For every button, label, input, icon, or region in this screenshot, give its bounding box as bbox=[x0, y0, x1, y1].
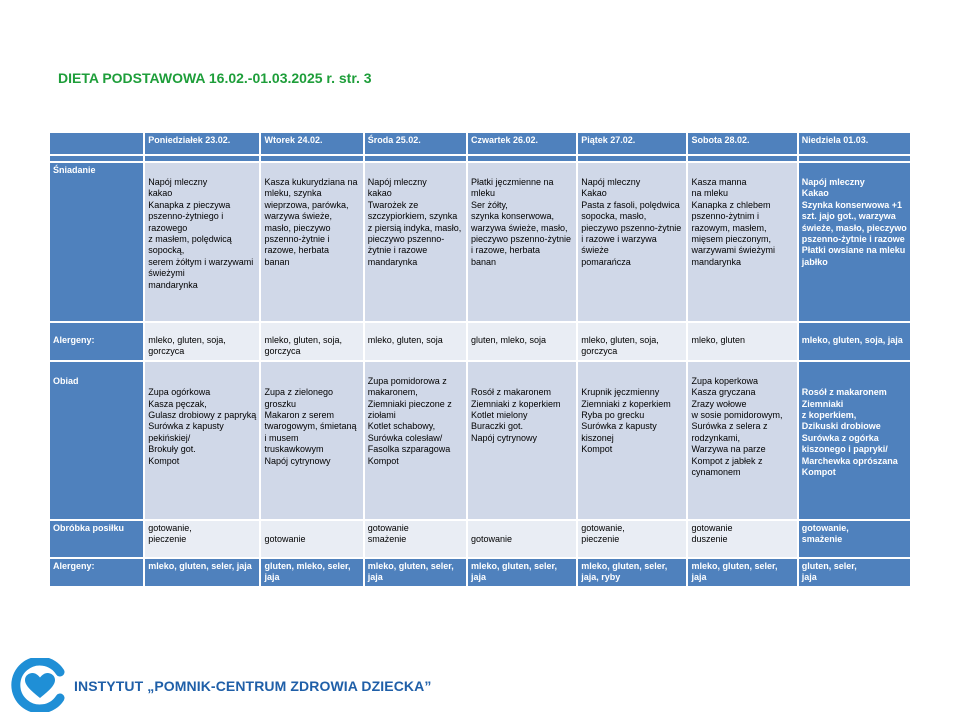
allergen-cell: mleko, gluten, seler, jaja bbox=[468, 559, 576, 586]
preparation-row bbox=[50, 521, 910, 557]
allergens-row bbox=[50, 323, 910, 360]
allergen-cell: mleko, gluten, soja, gorczyca bbox=[261, 323, 362, 360]
day-header: Wtorek 24.02. bbox=[261, 133, 362, 154]
allergens-row-2 bbox=[50, 559, 910, 586]
meal-cell: Napój mleczny kakao Kanapka z pieczywa pszenno-żytniego i razowego z masłem, polędwicą sopocką, serem żółtym i warzywami świeżymi mandarynka bbox=[145, 163, 259, 321]
separator-row bbox=[50, 156, 910, 161]
preparation-cell: gotowanie smażenie bbox=[365, 521, 466, 557]
allergen-cell: gluten, seler, jaja bbox=[799, 559, 910, 586]
meal-cell: Napój mleczny Kakao Szynka konserwowa +1 szt. jajo got., warzywa świeże, masło, pieczywo pszenno-żytnie i razowe Płatki owsiane na mleku jabłko bbox=[799, 163, 910, 321]
preparation-cell: gotowanie, pieczenie bbox=[578, 521, 686, 557]
meal-cell: Zupa pomidorowa z makaronem, Ziemniaki pieczone z ziołami Kotlet schabowy, Surówka colesław/ Fasolka szparagowa Kompot bbox=[365, 362, 466, 519]
allergen-cell: mleko, gluten, seler, jaja bbox=[365, 559, 466, 586]
meal-cell: Napój mleczny kakao Twarożek ze szczypiorkiem, szynka z piersią indyka, masło, pieczywo pszenno-żytnie i razowe mandarynka bbox=[365, 163, 466, 321]
day-header: Środa 25.02. bbox=[365, 133, 466, 154]
meal-cell: Rosół z makaronem Ziemniaki z koperkiem Kotlet mielony Buraczki got. Napój cytrynowy bbox=[468, 362, 576, 519]
meal-cell: Zupa koperkowa Kasza gryczana Zrazy wołowe w sosie pomidorowym, Surówka z selera z rodzynkami, Warzywa na parze Kompot z jabłek z cynamonem bbox=[688, 362, 796, 519]
allergen-cell: mleko, gluten, soja, gorczyca bbox=[578, 323, 686, 360]
meal-cell: Płatki jęczmienne na mleku Ser żółty, szynka konserwowa, warzywa świeże, masło, pieczywo pszenno-żytnie i razowe, herbata banan bbox=[468, 163, 576, 321]
allergen-cell: mleko, gluten, soja bbox=[365, 323, 466, 360]
breakfast-row bbox=[50, 163, 910, 321]
meal-cell: Zupa ogórkowa Kasza pęczak, Gulasz drobiowy z papryką Surówka z kapusty pekińskiej/ Brokuły got. Kompot bbox=[145, 362, 259, 519]
day-header: Poniedziałek 23.02. bbox=[145, 133, 259, 154]
allergen-cell: mleko, gluten, seler, jaja, ryby bbox=[578, 559, 686, 586]
footer bbox=[10, 658, 430, 712]
meal-cell: Krupnik jęczmienny Ziemniaki z koperkiem Ryba po grecku Surówka z kapusty kiszonej Kompot bbox=[578, 362, 686, 519]
diet-table bbox=[48, 131, 912, 588]
page-title: DIETA PODSTAWOWA 16.02.-01.03.2025 r. str. 3 bbox=[58, 70, 372, 86]
allergen-cell: mleko, gluten, seler, jaja bbox=[688, 559, 796, 586]
header-row bbox=[50, 133, 910, 154]
day-header: Piątek 27.02. bbox=[578, 133, 686, 154]
meal-cell: Kasza manna na mleku Kanapka z chlebem pszenno-żytnim i razowym, masłem, mięsem pieczonym, warzywami świeżymi mandarynka bbox=[688, 163, 796, 321]
day-header: Niedziela 01.03. bbox=[799, 133, 910, 154]
allergen-cell: mleko, gluten, seler, jaja bbox=[145, 559, 259, 586]
row-label: Alergeny: bbox=[50, 559, 143, 586]
allergen-cell: mleko, gluten, soja, jaja bbox=[799, 323, 910, 360]
row-label: Alergeny: bbox=[50, 323, 143, 360]
lunch-row bbox=[50, 362, 910, 519]
heart-in-c-logo-icon bbox=[10, 658, 66, 712]
meal-cell: Zupa z zielonego groszku Makaron z serem twarogowym, śmietaną i musem truskawkowym Napój cytrynowy bbox=[261, 362, 362, 519]
meal-cell: Rosół z makaronem Ziemniaki z koperkiem, Dzikuski drobiowe Surówka z ogórka kiszonego i papryki/ Marchewka oprószana Kompot bbox=[799, 362, 910, 519]
institute-name: INSTYTUT „POMNIK-CENTRUM ZDROWIA DZIECKA” bbox=[74, 678, 432, 694]
allergen-cell: gluten, mleko, soja bbox=[468, 323, 576, 360]
row-label: Obiad bbox=[50, 362, 143, 519]
preparation-cell: gotowanie, pieczenie bbox=[145, 521, 259, 557]
allergen-cell: mleko, gluten, soja, gorczyca bbox=[145, 323, 259, 360]
day-header: Sobota 28.02. bbox=[688, 133, 796, 154]
preparation-cell: gotowanie bbox=[261, 521, 362, 557]
row-label: Obróbka posiłku bbox=[50, 521, 143, 557]
preparation-cell: gotowanie bbox=[468, 521, 576, 557]
meal-cell: Kasza kukurydziana na mleku, szynka wieprzowa, parówka, warzywa świeże, masło, pieczywo pszenno-żytnie i razowe, herbata banan bbox=[261, 163, 362, 321]
preparation-cell: gotowanie, smażenie bbox=[799, 521, 910, 557]
row-label: Śniadanie bbox=[50, 163, 143, 321]
allergen-cell: gluten, mleko, seler, jaja bbox=[261, 559, 362, 586]
day-header: Czwartek 26.02. bbox=[468, 133, 576, 154]
corner-cell bbox=[50, 133, 143, 154]
allergen-cell: mleko, gluten bbox=[688, 323, 796, 360]
meal-cell: Napój mleczny Kakao Pasta z fasoli, polędwica sopocka, masło, pieczywo pszenno-żytnie i razowe i warzywa świeże pomarańcza bbox=[578, 163, 686, 321]
preparation-cell: gotowanie duszenie bbox=[688, 521, 796, 557]
